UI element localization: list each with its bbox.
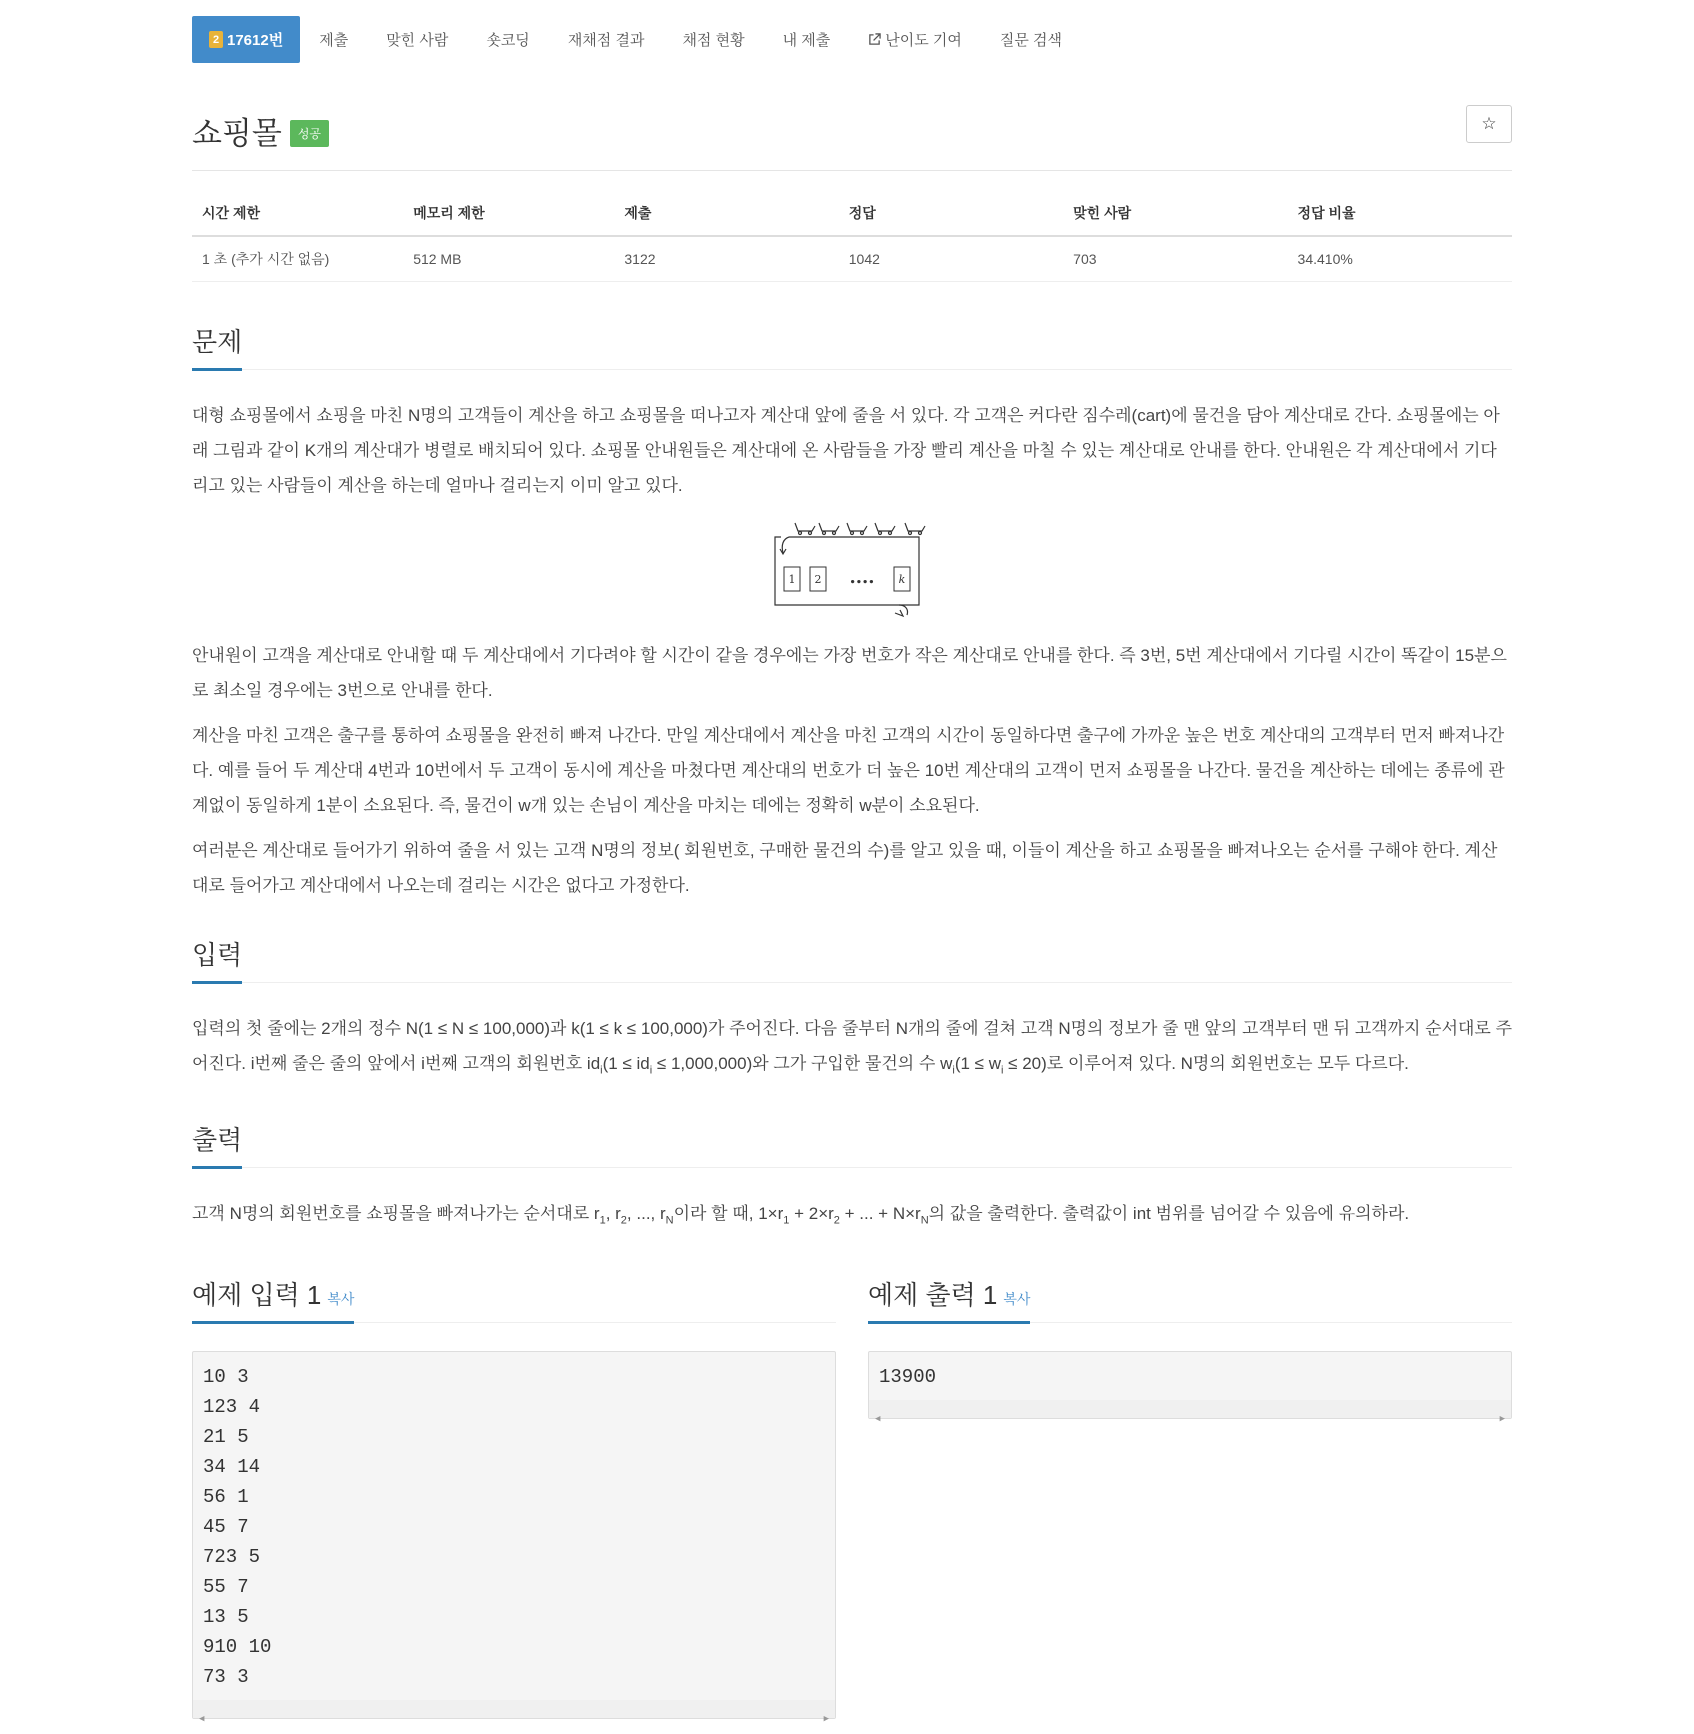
sample-input-line: 910 10 [203, 1635, 272, 1658]
header-memory-limit: 메모리 제한 [403, 191, 614, 236]
checkout-figure [192, 515, 1512, 620]
sample-input-line: 723 5 [203, 1545, 261, 1568]
sample-input-line: 21 5 [203, 1425, 249, 1448]
output-sub: 2 [620, 1214, 627, 1227]
problem-page [192, 16, 1512, 1724]
problem-description-4: 여러분은 계산대로 들어가기 위하여 줄을 서 있는 고객 N명의 정보( 회원번호, 구매한 물건의 수)를 알고 있을 때, 이들이 계산을 하고 쇼핑몰을 빠져나오는 순서를 구해야 한다. 계산대로 들어가고 계산대에서 나오는데 걸리는 시간은 없다고 가정한다. [192, 841, 1498, 895]
sample-output-box[interactable] [868, 1351, 1512, 1424]
checkout-counters-diagram [767, 515, 937, 620]
accepted-value: 1042 [839, 236, 1063, 282]
sample-input-title-text: 예제 입력 1 [192, 1279, 322, 1310]
output-sub: 1 [599, 1214, 606, 1227]
header-solved-users: 맞힌 사람 [1063, 191, 1287, 236]
tab-difficulty-contribute[interactable] [849, 16, 981, 63]
sample-input-line: 45 7 [203, 1515, 249, 1538]
page-title: 쇼핑몰 [192, 116, 282, 151]
memory-limit-value: 512 MB [403, 236, 614, 282]
problem-heading: 문제 [192, 322, 242, 359]
accept-ratio-value: 34.410% [1288, 236, 1512, 282]
sample-input-title [192, 1275, 354, 1312]
copy-output-button[interactable]: 복사 [1003, 1290, 1031, 1307]
sample-output-title [868, 1275, 1030, 1312]
sample-input-scrollbar[interactable] [193, 1700, 835, 1724]
input-text-c: ≤ 1,000,000)와 그가 구입한 물건의 수 w [652, 1054, 953, 1073]
output-text: 이라 할 때, 1×r [673, 1204, 784, 1224]
counter-ellipsis: .... [849, 567, 875, 588]
sample-input-line: 55 7 [203, 1575, 249, 1598]
counter-2-label: 2 [814, 573, 822, 586]
tab-my-submissions[interactable]: 내 제출 [782, 32, 831, 49]
input-description [192, 1011, 1512, 1088]
input-sub: i [649, 1064, 653, 1077]
output-text: , r [605, 1204, 621, 1224]
header-time-limit: 시간 제한 [192, 191, 403, 236]
solved-users-value: 703 [1063, 236, 1287, 282]
submissions-value: 3122 [614, 236, 838, 282]
sample-input-line: 123 4 [203, 1395, 261, 1418]
scroll-right-icon[interactable]: ▶ [823, 1713, 829, 1724]
input-text-a: 입력의 첫 줄에는 2개의 정수 N(1 ≤ N ≤ 100,000)과 k(1 ≤ k ≤ 100,000)가 주어진다. 다음 줄부터 N개의 줄에 걸쳐 고객 N명의 정보가 줄 맨 앞의 고객부터 맨 뒤 고객까지 순서대로 주어진다. i번째 줄은 줄의 앞에서 i번째 고객의 회원번호 id [192, 1019, 1512, 1073]
sample-input-box[interactable] [192, 1351, 836, 1724]
input-text-b: (1 ≤ id [602, 1054, 650, 1073]
samples-row [192, 1275, 1512, 1724]
star-button[interactable] [1466, 105, 1512, 143]
tab-status[interactable]: 채점 현황 [682, 32, 745, 49]
problem-description-2: 안내원이 고객을 계산대로 안내할 때 두 계산대에서 기다려야 할 시간이 같을 경우에는 가장 번호가 작은 계산대로 안내를 한다. 즉 3번, 5번 계산대에서 기다릴 시간이 똑같이 15분으로 최소일 경우에는 3번으로 안내를 한다. [192, 646, 1507, 700]
input-text-d: (1 ≤ w [954, 1054, 1001, 1073]
tab-rejudge-results[interactable]: 재채점 결과 [567, 32, 645, 49]
problem-description-3: 계산을 마친 고객은 출구를 통하여 쇼핑몰을 완전히 빠져 나간다. 만일 계산대에서 계산을 마친 고객의 시간이 동일하다면 출구에 가까운 높은 번호 계산대의 고객부터 먼저 빠져나간다. 예를 들어 두 계산대 4번과 10번에서 두 고객이 동시에 계산을 마쳤다면 계산대의 번호가 더 높은 10번 계산대의 고객이 먼저 쇼핑몰을 나간다. 물건을 계산하는 데에는 종류에 관계없이 동일하게 1분이 소요된다. 즉, 물건이 w개 있는 손님이 계산을 마치는 데에는 정확히 w분이 소요된다. [192, 726, 1505, 815]
output-sub: 1 [783, 1214, 790, 1227]
sample-input-line: 10 3 [203, 1365, 249, 1388]
time-limit-value: 1 초 (추가 시간 없음) [192, 236, 403, 282]
scroll-left-icon[interactable]: ◀ [199, 1713, 205, 1724]
header-accepted: 정답 [839, 191, 1063, 236]
output-sub: 2 [833, 1214, 840, 1227]
sample-output-line: 13900 [879, 1365, 937, 1388]
title-row [192, 108, 1512, 151]
tab-submit[interactable]: 제출 [319, 32, 349, 49]
problem-nav [192, 16, 1512, 63]
output-description [192, 1196, 1512, 1238]
sample-input [192, 1275, 836, 1724]
output-heading: 출력 [192, 1120, 242, 1157]
output-sub: N [920, 1214, 929, 1227]
input-text-e: ≤ 20)로 이루어져 있다. N명의 회원번호는 모두 다르다. [1003, 1054, 1409, 1073]
table-header-row [192, 191, 1512, 236]
counter-1-label: 1 [788, 573, 796, 586]
output-section-header [192, 1120, 1512, 1168]
output-text: , ..., r [626, 1204, 666, 1224]
tab-solved-users[interactable]: 맞힌 사람 [386, 32, 449, 49]
tab-problem-label: 17612번 [227, 32, 284, 49]
tab-problem[interactable] [192, 16, 300, 63]
table-row [192, 236, 1512, 282]
counter-k-label: k [898, 573, 906, 586]
output-text: + ... + N×r [839, 1204, 921, 1224]
external-link-icon [868, 33, 881, 46]
title-divider [192, 170, 1512, 171]
header-accept-ratio: 정답 비율 [1288, 191, 1512, 236]
sample-output [868, 1275, 1512, 1719]
header-submissions: 제출 [614, 191, 838, 236]
sample-input-line: 34 14 [203, 1455, 261, 1478]
input-sub: i [1001, 1064, 1004, 1077]
problem-description-1: 대형 쇼핑몰에서 쇼핑을 마친 N명의 고객들이 계산을 하고 쇼핑몰을 떠나고자 계산대 앞에 줄을 서 있다. 각 고객은 커다란 짐수레(cart)에 물건을 담아 계산대로 간다. 쇼핑몰에는 아래 그림과 같이 K개의 계산대가 병렬로 배치되어 있다. 쇼핑몰 안내원들은 계산대에 온 사람들을 가장 빨리 계산을 마칠 수 있는 계산대로 안내를 한다. 안내원은 각 계산대에서 기다리고 있는 사람들이 계산을 하는데 얼마나 걸리는지 이미 알고 있다. [192, 406, 1500, 495]
copy-input-button[interactable]: 복사 [327, 1290, 355, 1307]
star-icon: ☆ [1481, 114, 1497, 133]
input-heading: 입력 [192, 935, 242, 972]
input-sub: i [600, 1064, 603, 1077]
sample-input-line: 56 1 [203, 1485, 249, 1508]
problem-info-table [192, 191, 1512, 282]
sample-input-line: 13 5 [203, 1605, 249, 1628]
sample-input-header [192, 1275, 836, 1323]
output-sub: N [665, 1214, 674, 1227]
status-badge: 성공 [290, 120, 329, 147]
sample-output-header [868, 1275, 1512, 1323]
scroll-right-icon[interactable]: ▶ [1499, 1413, 1505, 1424]
tab-question-search[interactable]: 질문 검색 [999, 32, 1062, 49]
tier-badge-icon: 2 [209, 31, 223, 48]
sample-input-line: 73 3 [203, 1665, 249, 1688]
input-sub: i [952, 1064, 955, 1077]
sample-output-scrollbar[interactable] [869, 1400, 1511, 1424]
output-text: 고객 N명의 회원번호를 쇼핑몰을 빠져나가는 순서대로 r [192, 1204, 600, 1224]
tab-difficulty-label: 난이도 기여 [885, 32, 962, 49]
tab-short-coding[interactable]: 숏코딩 [486, 32, 530, 49]
problem-section-header [192, 322, 1512, 370]
sample-output-title-text: 예제 출력 1 [868, 1279, 998, 1310]
output-text: 의 값을 출력한다. 출력값이 int 범위를 넘어갈 수 있음에 유의하라. [928, 1204, 1410, 1224]
output-text: + 2×r [789, 1204, 834, 1224]
scroll-left-icon[interactable]: ◀ [875, 1413, 881, 1424]
input-section-header [192, 935, 1512, 983]
